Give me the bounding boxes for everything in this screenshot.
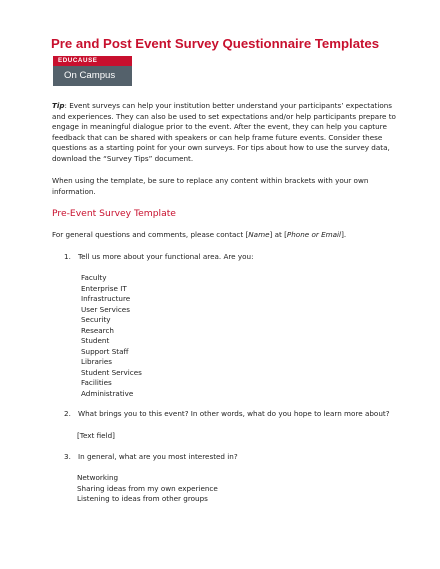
option-item: User Services bbox=[81, 304, 130, 314]
tip-label: Tip bbox=[52, 101, 65, 110]
question-1-options bbox=[81, 273, 142, 399]
option-item: Networking bbox=[77, 473, 119, 482]
question-text: In general, what are you most interested in? bbox=[78, 452, 238, 461]
question-text: Tell us more about your functional area. Are you: bbox=[78, 252, 254, 261]
contact-name: Name bbox=[248, 230, 270, 239]
option-item: Libraries bbox=[81, 357, 113, 366]
option-item: Administrative bbox=[81, 388, 134, 398]
question-3 bbox=[64, 452, 238, 461]
educause-logo bbox=[53, 56, 132, 86]
question-2 bbox=[64, 409, 390, 418]
logo-bottom-text: On Campus bbox=[53, 66, 132, 86]
option-item: Faculty bbox=[81, 273, 107, 282]
template-note: When using the template, be sure to replace any content within brackets with your own information. bbox=[52, 176, 369, 196]
option-item: Student bbox=[81, 336, 110, 345]
contact-before: For general questions and comments, please contact [ bbox=[52, 230, 249, 239]
contact-middle: ] at [ bbox=[269, 230, 287, 239]
option-item: Security bbox=[81, 315, 111, 324]
question-number: 2. bbox=[64, 409, 71, 418]
section-heading: Pre-Event Survey Template bbox=[52, 208, 176, 219]
contact-after: ]. bbox=[341, 230, 347, 239]
question-3-options bbox=[77, 473, 218, 505]
option-item: Listening to ideas from other groups bbox=[77, 494, 208, 503]
question-number: 1. bbox=[64, 252, 71, 261]
question-number: 3. bbox=[64, 452, 71, 461]
option-item: Facilities bbox=[81, 378, 112, 387]
option-item: Student Services bbox=[81, 367, 142, 377]
option-item: Infrastructure bbox=[81, 294, 131, 303]
text-field-placeholder: [Text field] bbox=[77, 431, 115, 440]
option-item: Enterprise IT bbox=[81, 283, 127, 293]
question-text: What brings you to this event? In other words, what do you hope to learn more about? bbox=[78, 409, 390, 418]
contact-phone: Phone or Email bbox=[286, 230, 342, 239]
logo-top-text: EDUCAUSE bbox=[53, 56, 132, 66]
option-item: Sharing ideas from my own experience bbox=[77, 483, 218, 493]
tip-paragraph bbox=[52, 101, 397, 164]
tip-text: : Event surveys can help your institution better understand your participants’ expectations and experiences. They can also be used to set expectations and/or help participants prepare to engage in meaningful dialogue prior to the event. After the event, they can help you capture feedback that can be shared with speakers or can help frame future events. Consider these questions as a starting point for your own surveys. For tips about how to use the survey data, download the “Survey Tips” document. bbox=[52, 101, 396, 163]
document-title: Pre and Post Event Survey Questionnaire Templates bbox=[51, 36, 380, 51]
contact-line bbox=[52, 230, 397, 241]
option-item: Support Staff bbox=[81, 346, 129, 356]
option-item: Research bbox=[81, 325, 114, 335]
question-1 bbox=[64, 252, 254, 261]
